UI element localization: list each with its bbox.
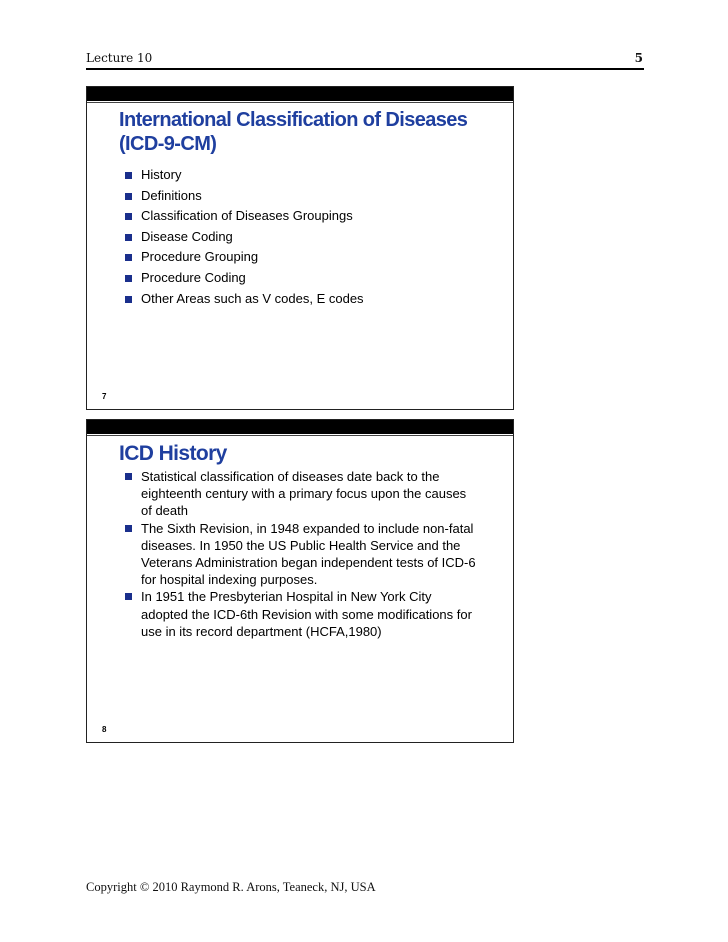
- square-bullet-icon: [125, 296, 132, 303]
- bullet-list: [123, 165, 364, 309]
- slide-title: ICD History: [119, 442, 227, 465]
- bullet-text: Classification of Diseases Groupings: [141, 208, 353, 224]
- square-bullet-icon: [125, 593, 132, 600]
- slide-top-bar: [87, 87, 513, 101]
- bullet-item: [123, 289, 364, 310]
- bullet-text: Disease Coding: [141, 228, 233, 244]
- bullet-text: Definitions: [141, 187, 202, 203]
- page-number: 5: [634, 51, 643, 65]
- bullet-item: [123, 268, 364, 289]
- bullet-item: [123, 227, 364, 248]
- slide-top-rule: [87, 435, 513, 436]
- bullet-text: History: [141, 167, 182, 182]
- header-rule: [86, 68, 644, 70]
- square-bullet-icon: [125, 234, 132, 241]
- square-bullet-icon: [125, 275, 132, 282]
- bullet-text: In 1951 the Presbyterian Hospital in New York City adopted the ICD-6th Revision with some modifications for use in its record department (HCFA,1980): [141, 589, 472, 639]
- bullet-text: Statistical classification of diseases date back to the eighteenth century with a primary focus upon the causes of death: [141, 469, 467, 519]
- bullet-list: [123, 468, 479, 640]
- page-header: [86, 51, 643, 69]
- bullet-text: The Sixth Revision, in 1948 expanded to include non-fatal diseases. In 1950 the US Public Health Service and the Veterans Administration began independent tests of ICD-6 for hospital indexing purposes.: [141, 520, 476, 588]
- copyright-footer: Copyright © 2010 Raymond R. Arons, Teaneck, NJ, USA: [86, 880, 376, 894]
- bullet-item: [123, 186, 364, 207]
- square-bullet-icon: [125, 172, 132, 179]
- lecture-label: Lecture 10: [86, 51, 153, 65]
- slide-title-line-1: International Classification of Diseases: [119, 109, 468, 131]
- bullet-item: [123, 468, 479, 520]
- slide-number: 8: [102, 725, 107, 734]
- square-bullet-icon: [125, 193, 132, 200]
- bullet-item: [123, 247, 364, 268]
- slide-top-bar: [87, 420, 513, 434]
- slide-number: 7: [102, 392, 107, 401]
- square-bullet-icon: [125, 213, 132, 220]
- square-bullet-icon: [125, 473, 132, 480]
- bullet-item: [123, 520, 479, 589]
- bullet-text: Procedure Grouping: [141, 249, 259, 265]
- slide-top-rule: [87, 102, 513, 103]
- slide-8: [86, 419, 514, 743]
- bullet-text: Other Areas such as V codes, E codes: [141, 290, 364, 306]
- bullet-text: Procedure Coding: [141, 269, 246, 285]
- slide-title-line-2: (ICD-9-CM): [119, 133, 217, 155]
- slide-title: [119, 108, 499, 156]
- bullet-item: [123, 588, 479, 640]
- slide-7: [86, 86, 514, 410]
- square-bullet-icon: [125, 525, 132, 532]
- bullet-item: [123, 206, 364, 227]
- square-bullet-icon: [125, 254, 132, 261]
- bullet-item: [123, 165, 364, 186]
